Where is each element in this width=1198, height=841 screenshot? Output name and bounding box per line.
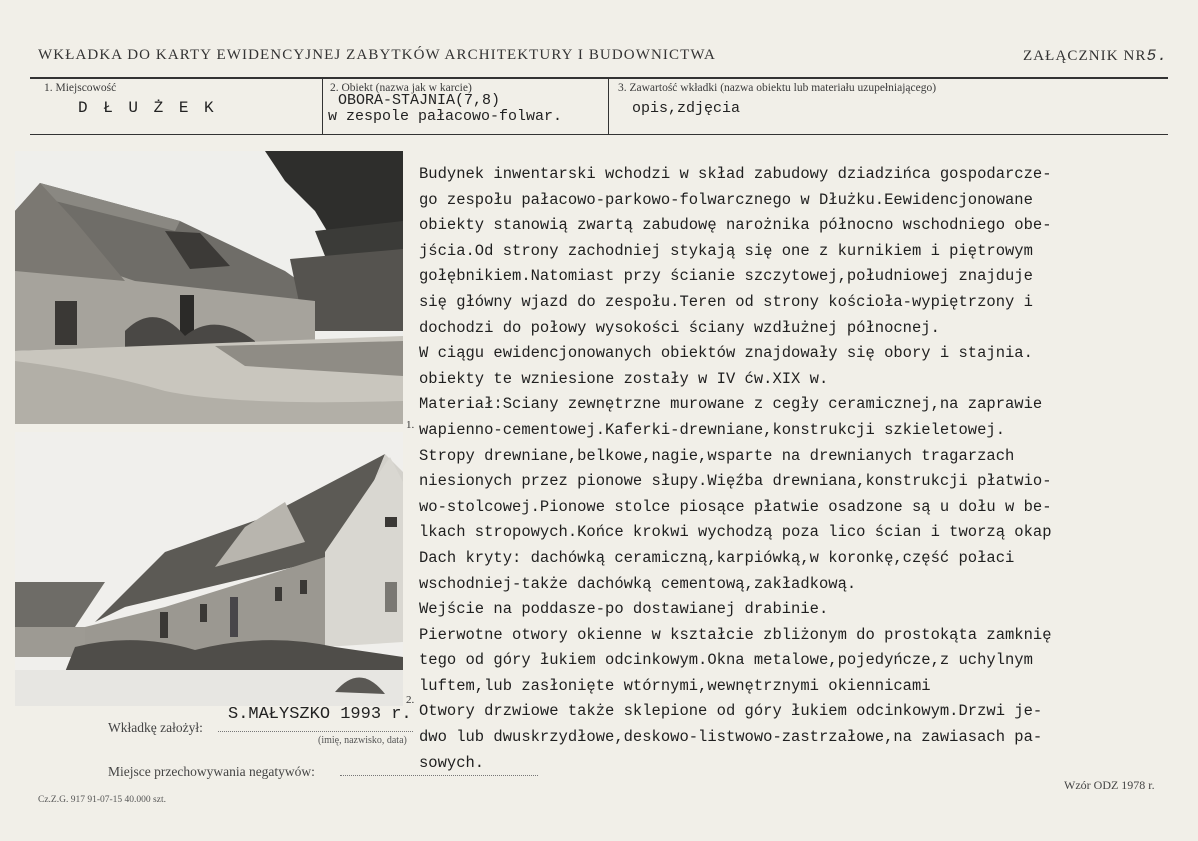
description-line: Pierwotne otwory okienne w kształcie zbliżonym do prostokąta zamknię xyxy=(419,625,1052,644)
description-line: Wejście na poddasze-po dostawianej drabinie. xyxy=(419,600,829,619)
attachment-label-text: ZAŁĄCZNIK NR xyxy=(1022,48,1147,64)
place-value: D Ł U Ż E K xyxy=(78,99,217,117)
object-value-line2: w zespole pałacowo-folwar. xyxy=(328,108,563,125)
content-label: 3. Zawartość wkładki (nazwa obiektu lub materiału uzupełniającego) xyxy=(618,82,937,94)
description-line: się główny wjazd do zespołu.Teren od strony kościoła-wypiętrzony i xyxy=(419,292,1033,311)
photo-1-marker: 1. xyxy=(406,419,415,431)
top-rule xyxy=(30,77,1168,79)
description-line: W ciągu ewidencjonowanych obiektów znajdowały się obory i stajnia. xyxy=(419,344,1033,363)
description-line: obiekty stanowią zwartą zabudowę narożnika północno wschodniego obe- xyxy=(419,216,1052,235)
object-label: 2. Obiekt (nazwa jak w karcie) xyxy=(330,82,472,94)
negatives-label: Miejsce przechowywania negatywów: xyxy=(108,764,315,779)
description-line: gołębnikiem.Natomiast przy ścianie szczytowej,południowej znajduje xyxy=(419,267,1033,286)
description-line: Materiał:Sciany zewnętrzne murowane z cegły ceramicznej,na zaprawie xyxy=(419,395,1043,414)
author-value: S.MAŁYSZKO 1993 r. xyxy=(228,705,412,724)
photo-2 xyxy=(15,432,403,706)
content-value: opis,zdjęcia xyxy=(632,100,741,117)
description-line: obiekty te wzniesione zostały w IV ćw.XIX w. xyxy=(419,369,829,388)
attachment-label xyxy=(1023,47,1168,65)
description-line: lkach stropowych.Końce krokwi wychodzą poza lico ścian i tworzą okap xyxy=(419,523,1052,542)
description-line: wschodniej-także dachówką cementową,zakładkową. xyxy=(419,574,857,593)
form-code: Wzór ODZ 1978 r. xyxy=(1064,778,1155,792)
author-dotted-line xyxy=(218,731,413,732)
description-line: wo-stolcowej.Pionowe stolce piosące płatwie osadzone są u dołu w be- xyxy=(419,497,1052,516)
description-line: Stropy drewniane,belkowe,nagie,wsparte na drewnianych tragarzach xyxy=(419,446,1015,465)
description-line: go zespołu pałacowo-parkowo-folwarcznego w Dłużku.Eewidencjonowane xyxy=(419,190,1033,209)
description-line: Otwory drzwiowe także sklepione od góry łukiem odcinkowym.Drzwi je- xyxy=(419,702,1043,721)
negatives-dotted-line xyxy=(340,775,538,776)
author-label: Wkładkę założył: xyxy=(108,720,203,735)
description-line: dwo lub dwuskrzydłowe,deskowo-listwowo-zastrzałowe,na zawiasach pa- xyxy=(419,728,1043,747)
description-line: jścia.Od strony zachodniej stykają się one z kurnikiem i piętrowym xyxy=(419,241,1033,260)
field-divider-2 xyxy=(608,79,609,134)
place-label: 1. Miejscowość xyxy=(44,82,117,94)
photo-1 xyxy=(15,151,403,424)
description-line: luftem,lub zasłonięte wtórnymi,wewnętrznymi okiennicami xyxy=(419,676,931,695)
description-line: tego od góry łukiem odcinkowym.Okna metalowe,pojedyńcze,z uchylnym xyxy=(419,651,1033,670)
object-value-line1: OBORA-STAJNIA(7,8) xyxy=(338,92,501,109)
description-line: dochodzi do połowy wysokości ściany wzdłużnej północnej. xyxy=(419,318,940,337)
photo-1-image xyxy=(15,151,403,424)
photo-2-marker: 2. xyxy=(406,694,415,706)
photo-2-image xyxy=(15,432,403,706)
print-info: Cz.Z.G. 917 91-07-15 40.000 szt. xyxy=(38,795,166,805)
attachment-number: 5. xyxy=(1146,47,1168,65)
author-hint: (imię, nazwisko, data) xyxy=(318,735,407,746)
field-divider-1 xyxy=(322,79,323,134)
description-line: niesionych przez pionowe słupy.Więźba drewniana,konstrukcji płatwio- xyxy=(419,472,1052,491)
description-line: Budynek inwentarski wchodzi w skład zabudowy dziadzińca gospodarcze- xyxy=(419,165,1052,183)
description-line: wapienno-cementowej.Kaferki-drewniane,konstrukcji szkieletowej. xyxy=(419,420,1005,439)
description-line: Dach kryty: dachówką ceramiczną,karpiówką,w koronkę,część połaci xyxy=(419,548,1015,567)
description-line: sowych. xyxy=(419,753,485,772)
fields-bottom-rule xyxy=(30,134,1168,135)
form-title: WKŁADKA DO KARTY EWIDENCYJNEJ ZABYTKÓW ARCHITEKTURY I BUDOWNICTWA xyxy=(38,47,716,63)
description-text xyxy=(419,162,1119,776)
